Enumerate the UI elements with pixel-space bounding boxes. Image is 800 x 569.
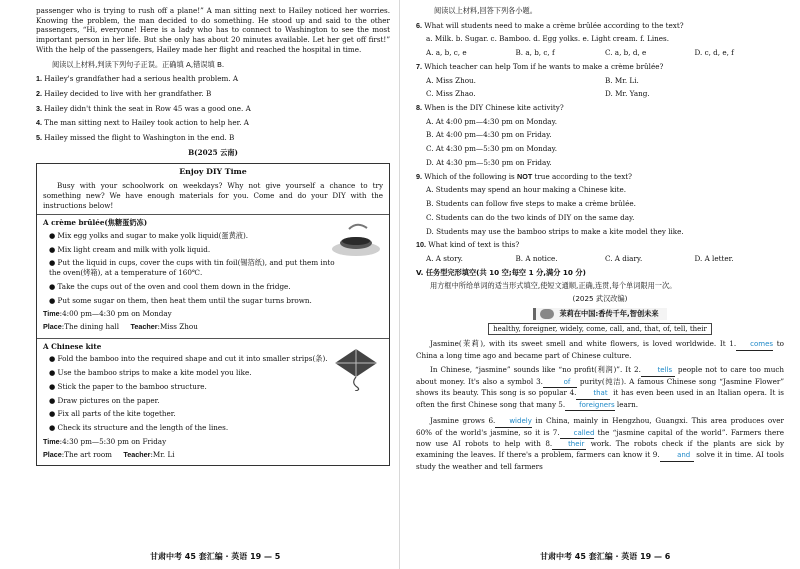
options-row (426, 254, 784, 264)
passage-text: purity(纯洁). A famous Chinese song “Jasmine Flower” shows its beauty. This song is so popular 4. (416, 376, 784, 398)
flower-icon (540, 309, 554, 319)
passage-text: learn. (614, 399, 639, 409)
statement-item (36, 104, 390, 114)
kite-image (331, 347, 381, 391)
cloze-passage (416, 339, 784, 471)
statements-list (36, 74, 390, 143)
options-row (426, 48, 784, 58)
answer-option: A. A story. (426, 253, 463, 263)
answer-option: D. c, d, e, f (694, 48, 734, 58)
kite-step: ● Use the bamboo strips to make a kite model you like. (49, 368, 252, 378)
answer-option: A. a, b, c, e (426, 48, 467, 58)
kite-step: ● Draw pictures on the paper. (49, 395, 160, 405)
question-text: true according to the text? (532, 171, 632, 181)
kite-time: Time:4:30 pm—5:30 pm on Friday (43, 436, 167, 446)
story-text: passenger who is trying to rush off a plane!” A man sitting next to Hailey noticed her worries. Knowing the problem, the man decided to do something. He stood up and said to the other passengers, “Hi, everyone! Here is a lady who has to connect to Washington to see the most important person in her life. But she only has about 20 minutes available. Let her get off first!” With the help of the passengers, Hailey made her flight and reached the hospital in time. (36, 6, 390, 54)
answer-option: C. a, b, d, e (605, 48, 647, 58)
answer-option: B. Students can follow five steps to make a crème brûlée. (426, 199, 636, 209)
question-text: Which teacher can help Tom if he wants to make a crème brûlée? (422, 61, 664, 71)
answer-blank: comes (736, 340, 773, 350)
passage-banner (416, 308, 784, 320)
kite-title: A Chinese kite (43, 341, 102, 351)
answer-option: C. At 4:30 pm—5:30 pm on Monday. (426, 144, 558, 154)
question-block (416, 21, 784, 58)
passage-banner-title: 茉莉在中国:香传千年,智创未来 (533, 308, 666, 320)
statement-number: 2. (36, 89, 42, 99)
answer-option: A. Students may spend an hour making a Chinese kite. (426, 185, 627, 195)
passage-text: solve it in time. AI tools study the weather and tell farmers (416, 450, 784, 471)
judgement-instruction: 阅读以上材料,判读下列句子正误。正确填 A,错误填 B. (52, 59, 225, 69)
statement-item (36, 89, 390, 99)
passage-text: work. The robots check if the plants are sick by examining the leaves. If there's a problem, farmers can know it 9. (416, 439, 785, 460)
right-footer: 甘肃中考 45 套汇编 · 英语 19 — 6 (540, 552, 671, 562)
kite-step: ● Fix all parts of the kite together. (49, 409, 176, 419)
statement-item (36, 133, 390, 143)
question-text: When is the DIY Chinese kite activity? (422, 103, 564, 113)
kite-step: ● Fold the bamboo into the required shape and cut it into smaller strips(条). (49, 354, 328, 364)
statement-number: 3. (36, 103, 42, 113)
statement-number: 5. (36, 133, 42, 143)
creme-brulee-image (329, 219, 383, 259)
section5-source: (2025 武汉改编) (572, 294, 628, 304)
passage-text: in China, mainly in Hengzhou, Guangxi. This area produces over 60% of the world's jasmine, so it is 7. (416, 416, 784, 437)
options-row (426, 89, 784, 99)
answer-option: D. Mr. Yang. (605, 89, 650, 99)
kite-place-teacher: Place:The art room Teacher:Mr. Li (43, 449, 175, 459)
answer-blank: of (543, 378, 577, 388)
question-number: 7. (416, 61, 422, 71)
creme-step: ● Put the liquid in cups, cover the cups with tin foil(锡箔纸), and put them into the oven(烤箱), at a temperature of 160℃. (49, 258, 335, 278)
passage-text: people not to care too much about money. It's also a symbol 3. (416, 365, 784, 386)
answer-blank: and (660, 451, 694, 461)
answer-option: B. A notice. (515, 253, 558, 263)
diy-notice-box (36, 163, 390, 467)
answer-option: C. Miss Zhao. (426, 89, 476, 99)
question-text: What kind of text is this? (426, 240, 520, 250)
question-number: 9. (416, 171, 422, 181)
question-emphasis: NOT (517, 171, 533, 181)
passage-text: it has even been used in an Italian opera. It is often the first Chinese song that many 5. (416, 388, 784, 409)
statement-item (36, 118, 390, 128)
statement-text: The man sitting next to Hailey took action to help her. A (42, 118, 249, 128)
right-page (400, 0, 800, 569)
answer-blank: tells (641, 366, 675, 376)
answer-option: A. At 4:00 pm—4:30 pm on Monday. (426, 116, 557, 126)
creme-step: ● Mix egg yolks and sugar to make yolk liquid(蛋黄液). (49, 231, 249, 241)
question-block (416, 172, 784, 237)
word-bank: healthy, foreigner, widely, come, call, and, that, of, tell, their (416, 324, 784, 334)
question-text: Which of the following is (422, 171, 518, 181)
passage-text: In Chinese, “jasmine” sounds like “no profit(利润)”. It 2. (430, 365, 641, 375)
chinese-kite-section (37, 338, 389, 465)
question-number: 6. (416, 20, 422, 30)
passage-text: Jasmine grows 6. (430, 416, 496, 426)
passage-text: to China a long time ago and became part of Chinese culture. (416, 339, 784, 360)
question-block (416, 62, 784, 99)
passage-paragraph (416, 416, 784, 471)
question-stem (416, 172, 784, 182)
statement-number: 1. (36, 74, 42, 84)
answer-option: D. Students may use the bamboo strips to make a kite model they like. (426, 226, 684, 236)
questions-instruction: 阅读以上材料,回答下列各小题。 (434, 6, 537, 15)
answer-option: A. Miss Zhou. (426, 75, 476, 85)
question-block (416, 103, 784, 168)
question-stem (416, 103, 784, 113)
passage-text: Jasmine(茉莉), with its sweet smell and white flowers, is loved worldwide. It 1. (430, 339, 737, 349)
statement-text: Hailey's grandfather had a serious health problem. A (42, 74, 239, 84)
answer-blank: foreigners (565, 401, 614, 411)
passage-text: the “jasmine capital of the world”. Farmers there now use AI robots to help with 8. (416, 427, 784, 449)
statement-number: 4. (36, 118, 42, 128)
passage-paragraph (416, 339, 784, 360)
answer-option: D. A letter. (694, 253, 734, 263)
statement-item (36, 74, 390, 84)
section5-title: V. 任务型完形填空(共 10 空;每空 1 分,满分 10 分) (416, 267, 586, 277)
question-stem (416, 240, 784, 250)
creme-step: ● Put some sugar on them, then heat them until the sugar turns brown. (49, 295, 312, 305)
question-number: 10. (416, 240, 426, 250)
questions-list (416, 21, 784, 264)
answer-option: B. Mr. Li. (605, 75, 639, 85)
creme-time: Time:4:00 pm—4:30 pm on Monday (43, 309, 172, 319)
left-footer: 甘肃中考 45 套汇编 · 英语 19 — 5 (150, 552, 281, 562)
creme-step: ● Mix light cream and milk with yolk liquid. (49, 244, 211, 254)
kite-step: ● Check its structure and the length of the lines. (49, 423, 229, 433)
section-b-heading: B(2025 云南) (188, 147, 238, 157)
statement-text: Hailey decided to live with her grandfather. B (42, 89, 212, 99)
answer-option: B. At 4:00 pm—4:30 pm on Friday. (426, 130, 552, 140)
answer-blank: widely (495, 417, 532, 427)
creme-place-teacher: Place:The dining hall Teacher:Miss Zhou (43, 322, 198, 332)
answer-option: D. At 4:30 pm—5:30 pm on Friday. (426, 157, 552, 167)
passage-paragraph (416, 365, 784, 411)
answer-blank: called (560, 429, 595, 439)
creme-brulee-title: A crème brûlée(焦糖蛋奶冻) (43, 218, 148, 228)
answer-option: C. Students can do the two kinds of DIY on the same day. (426, 212, 635, 222)
answer-option: C. A diary. (605, 253, 643, 263)
answer-blank: that (576, 389, 610, 399)
statement-text: Hailey didn't think the seat in Row 45 was a good one. A (42, 103, 251, 113)
creme-step: ● Take the cups out of the oven and cool them down in the fridge. (49, 281, 291, 291)
question-items: a. Milk. b. Sugar. c. Bamboo. d. Egg yolks. e. Light cream. f. Lines. (426, 34, 670, 44)
question-block (416, 240, 784, 263)
kite-step: ● Stick the paper to the bamboo structure. (49, 381, 207, 391)
options-row (426, 76, 784, 86)
statement-text: Hailey missed the flight to Washington in the end. B (42, 133, 235, 143)
diy-title: Enjoy DIY Time (179, 166, 247, 176)
creme-brulee-section (37, 214, 389, 337)
diy-intro: Busy with your schoolwork on weekdays? Why not give yourself a chance to try something new? We have enough materials for you. Come and do your DIY with the instructions below! (43, 181, 383, 210)
section5-instruction: 用方框中所给单词的适当形式填空,使短文通顺,正确,连贯,每个单词限用一次。 (430, 281, 677, 291)
answer-option: B. a, b, c, f (515, 48, 555, 58)
question-stem (416, 62, 784, 72)
question-text: What will students need to make a crème brûlée according to the text? (422, 20, 684, 30)
question-number: 8. (416, 103, 422, 113)
question-stem (416, 21, 784, 31)
answer-blank: their (552, 440, 586, 450)
